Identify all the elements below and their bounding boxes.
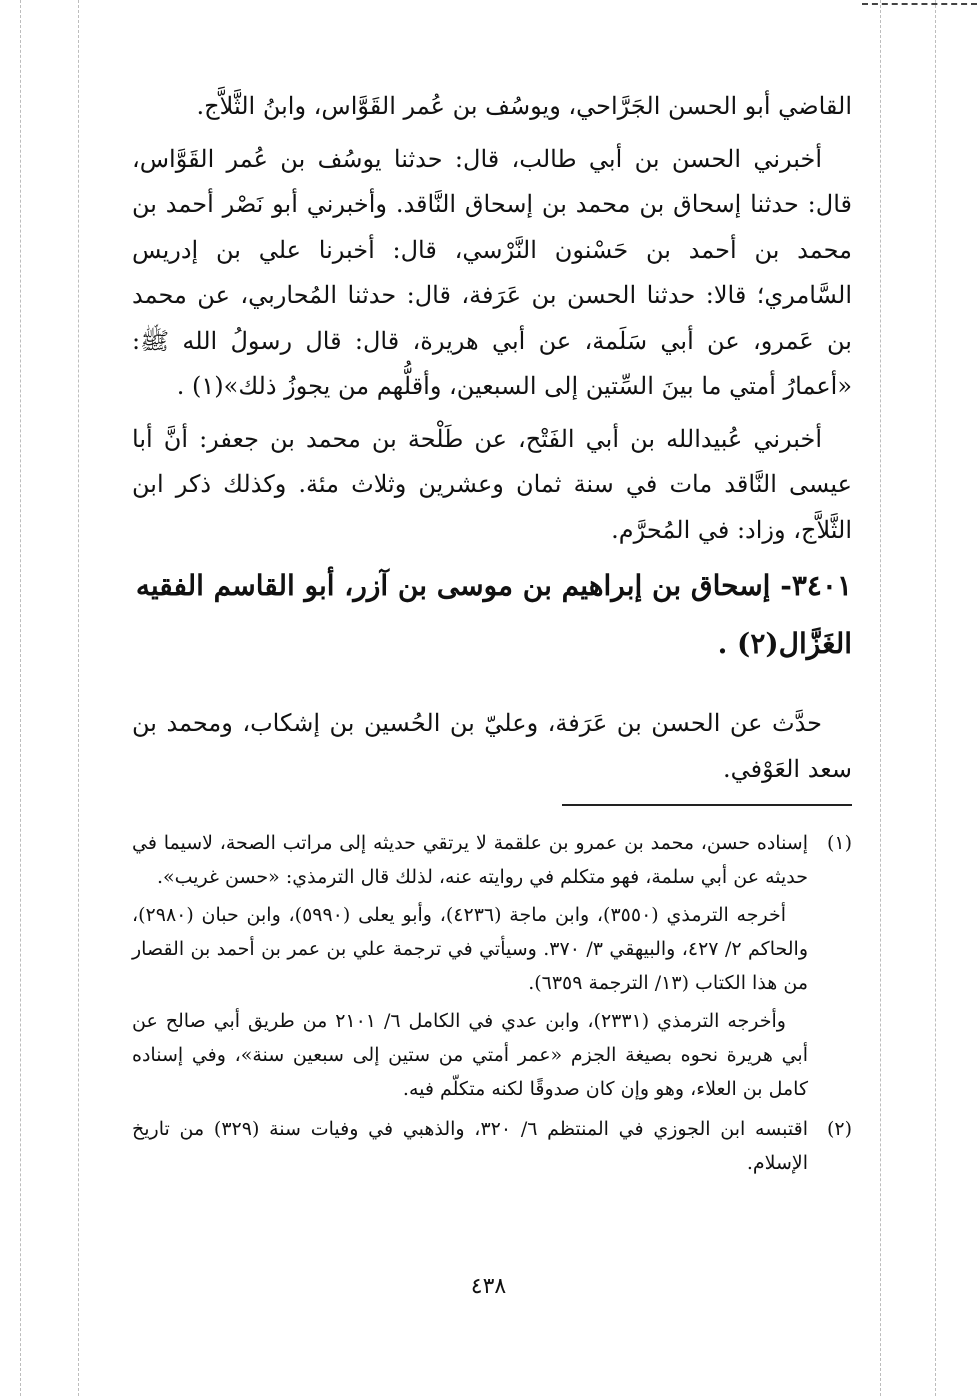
body-line-1: القاضي أبو الحسن الجَرَّاحي، ويوسُف بن عُمر القَوَّاس، وابنُ الثَّلاَّج. <box>196 92 852 120</box>
page-number: ٤٣٨ <box>470 1274 507 1299</box>
body-paragraph-isnad: أخبرني الحسن بن أبي طالب، قال: حدثنا يوسُف بن عُمر القَوَّاس، قال: حدثنا إسحاق بن محمد بن إسحاق النَّاقد. وأخبرني أبو نَصْر أحمد بن محمد بن أحمد بن حَسْنون النَّرْسي، قال: أخبرنا علي بن إدريس السَّامري؛ قالا: حدثنا الحسن بن عَرَفة، قال: حدثنا المُحاربي، عن محمد بن عَمرو، عن أبي سَلَمة، عن أبي هريرة، قال: قال رسولُ الله ﷺ: «أعمارُ أمتي ما بينَ السِّتين إلى السبعين، وأقلُّهم من يجوزُ ذلك»(١) . <box>132 144 852 400</box>
footnote-1 <box>132 826 852 894</box>
footnote-1-paragraph-3: وأخرجه الترمذي (٢٣٣١)، وابن عدي في الكامل ٦/ ٢١٠١ من طريق أبي صالح عن أبي هريرة نحوه بصيغة الجزم «عمر أمتي من ستين إلى سبعين سنة»، وفي إسناده كامل بن العلاء، وهو وإن كان صدوقًا لكنه متكلّم فيه. <box>132 1010 808 1100</box>
body-paragraph-death: أخبرني عُبيدالله بن أبي الفَتْح، عن طَلْحة بن محمد بن جعفر: أنَّ أبا عيسى النَّاقد مات في سنة ثمان وعشرين وثلاث مئة. وكذلك ذكر ابن الثَّلاَّج، وزاد: في المُحرَّم. <box>132 424 852 544</box>
footnote-2 <box>132 1112 852 1180</box>
scan-border-right <box>935 0 936 1396</box>
entry-heading-line-1: ٣٤٠١- إسحاق بن إبراهيم بن موسى بن آزر، أبو القاسم الفقيه <box>135 569 852 602</box>
footnote-2-number: (٢) <box>826 1118 852 1140</box>
footnote-separator <box>562 804 852 806</box>
scan-guide-left <box>78 0 79 1396</box>
footnote-1-number: (١) <box>826 832 852 854</box>
footnote-2-text: اقتبسه ابن الجوزي في المنتظم ٦/ ٣٢٠، والذهبي في وفيات سنة (٣٢٩) من تاريخ الإسلام. <box>132 1118 808 1174</box>
page-content <box>132 84 852 1180</box>
footnote-1-paragraph-2: أخرجه الترمذي (٣٥٥٠)، وابن ماجة (٤٢٣٦)، وأبو يعلى (٥٩٩٠)، وابن حبان (٢٩٨٠)، والحاكم ٢/ ٤٢٧، والبيهقي ٣/ ٣٧٠. وسيأتي في ترجمة علي بن عمر بن أحمد بن القصار من هذا الكتاب (١٣/ الترجمة ٦٣٥٩). <box>132 904 808 994</box>
entry-heading-line-2: الغَزَّال(٢) . <box>717 627 852 660</box>
scan-top-mark <box>862 3 977 5</box>
body-paragraph-narrated: حدَّث عن الحسن بن عَرَفة، وعليّ بن الحُسين بن إشكاب، ومحمد بن سعد العَوْفي. <box>132 709 852 783</box>
scan-border-left <box>20 0 21 1396</box>
scan-guide-right <box>880 0 881 1396</box>
footnote-1-text: إسناده حسن، محمد بن عمرو بن علقمة لا يرتقي حديثه إلى مراتب الصحة، لاسيما في حديثه عن أبي سلمة، فهو متكلم في روايته عنه، لذلك قال الترمذي: «حسن غريب». <box>132 832 808 888</box>
